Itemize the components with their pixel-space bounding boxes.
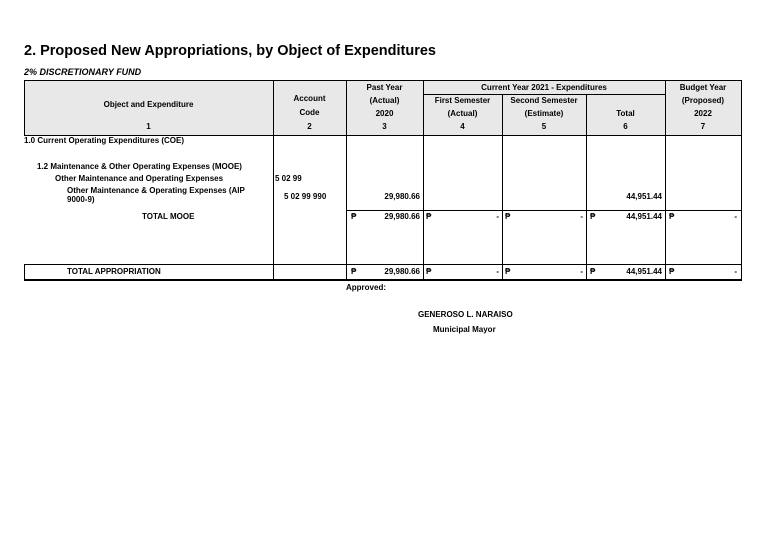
row-total-appropriation-past: 29,980.66 <box>384 267 420 276</box>
row-aip-code: 5 02 99 990 <box>284 192 327 201</box>
header-budget-number: 7 <box>700 122 706 132</box>
approved-label: Approved: <box>346 283 386 292</box>
total-appropriation-top-border <box>24 264 742 265</box>
row-aip-label <box>67 187 245 205</box>
row-total-appropriation-first: - <box>496 267 499 276</box>
peso-sign: ₱ <box>669 267 675 276</box>
row-total-mooe-past: 29,980.66 <box>384 212 420 221</box>
header-budget-line3: 2022 <box>694 108 712 118</box>
row-total-appropriation-label: TOTAL APPROPRIATION <box>67 267 161 276</box>
table-left-border-bottom <box>24 264 25 280</box>
row-total-mooe-second: - <box>580 212 583 221</box>
header-account-line2: Code <box>299 107 320 117</box>
header-second-line1: Second Semester <box>510 95 578 105</box>
row-total-appropriation-budget: - <box>734 267 737 276</box>
header-first-number: 4 <box>460 122 465 132</box>
peso-sign: ₱ <box>590 212 596 221</box>
peso-sign: ₱ <box>351 212 357 221</box>
row-total-mooe-label: TOTAL MOOE <box>142 212 195 221</box>
document-subtitle: 2% DISCRETIONARY FUND <box>24 67 142 77</box>
row-total-mooe-total: 44,951.44 <box>626 212 662 221</box>
peso-sign: ₱ <box>505 267 511 276</box>
header-past-line3: 2020 <box>375 108 394 118</box>
header-account-line1: Account <box>293 93 326 103</box>
row-aip-label-line1: Other Maintenance & Operating Expenses (AIP <box>67 186 245 195</box>
header-account-number: 2 <box>307 122 312 132</box>
total-mooe-top-border <box>346 210 742 211</box>
header-total: Total <box>616 108 635 118</box>
header-second-number: 5 <box>541 122 547 132</box>
peso-sign: ₱ <box>505 212 511 221</box>
row-coe-label: 1.0 Current Operating Expenditures (COE) <box>24 136 185 145</box>
row-mooe-label: 1.2 Maintenance & Other Operating Expenses (MOOE) <box>37 162 242 171</box>
header-budget-line1: Budget Year <box>679 82 727 92</box>
header-first-line1: First Semester <box>434 95 491 105</box>
header-current-year: Current Year 2021 - Expenditures <box>481 82 607 92</box>
row-total-appropriation-total: 44,951.44 <box>626 267 662 276</box>
row-total-appropriation-second: - <box>580 267 583 276</box>
header-total-number: 6 <box>623 122 628 132</box>
table-bottom-border <box>24 279 742 281</box>
header-past-line2: (Actual) <box>369 95 400 105</box>
peso-sign: ₱ <box>351 267 357 276</box>
header-first-line2: (Actual) <box>447 108 478 118</box>
header-second-line2: (Estimate) <box>524 108 564 118</box>
signatory-position: Municipal Mayor <box>433 325 496 334</box>
peso-sign: ₱ <box>590 267 596 276</box>
row-total-mooe-budget: - <box>734 212 737 221</box>
signatory-name: GENEROSO L. NARAISO <box>418 310 513 319</box>
appropriations-table <box>24 80 742 280</box>
row-aip-total: 44,951.44 <box>626 192 662 201</box>
document-title: 2. Proposed New Appropriations, by Object of Expenditures <box>24 43 436 59</box>
header-object-number: 1 <box>146 122 151 132</box>
peso-sign: ₱ <box>426 267 432 276</box>
row-aip-label-line2: 9000-9) <box>67 194 95 204</box>
header-budget-line2: (Proposed) <box>681 95 725 105</box>
table-right-border <box>741 80 742 280</box>
row-aip-past: 29,980.66 <box>384 192 420 201</box>
header-past-number: 3 <box>382 122 387 132</box>
row-mooe-sub-label: Other Maintenance and Operating Expenses <box>55 174 224 183</box>
header-object: Object and Expenditure <box>103 100 194 110</box>
row-total-mooe-first: - <box>496 212 499 221</box>
peso-sign: ₱ <box>426 212 432 221</box>
header-past-line1: Past Year <box>366 82 403 92</box>
row-mooe-code: 5 02 99 <box>275 174 302 183</box>
peso-sign: ₱ <box>669 212 675 221</box>
